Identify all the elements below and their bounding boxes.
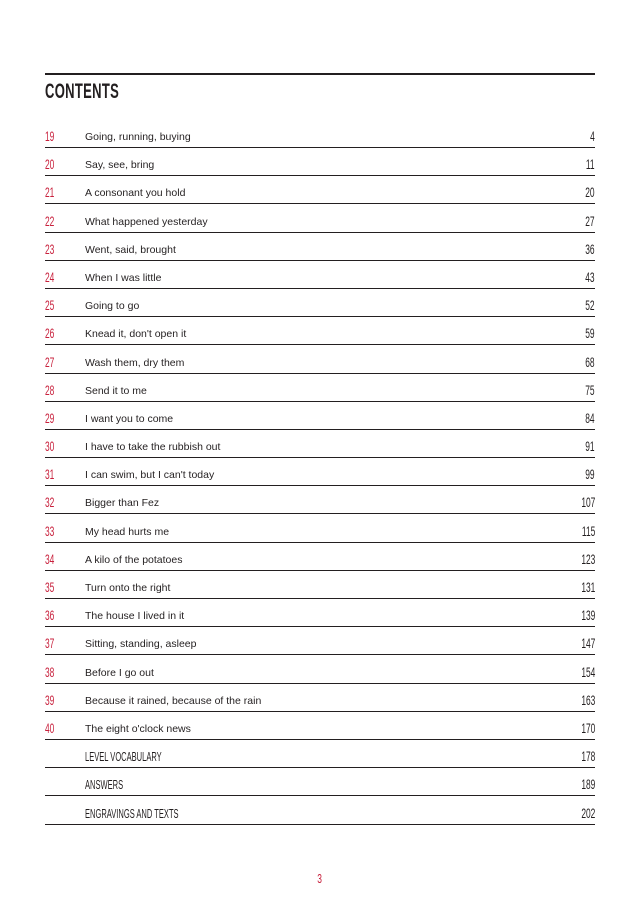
entry-title: Knead it, don't open it bbox=[85, 328, 187, 341]
entry-page: 11 bbox=[586, 156, 595, 173]
page-folio-number: 3 bbox=[317, 871, 323, 886]
contents-entry[interactable] bbox=[45, 347, 595, 374]
contents-entry[interactable] bbox=[45, 206, 595, 233]
entry-page: 20 bbox=[585, 184, 595, 201]
entry-number: 22 bbox=[45, 212, 55, 229]
contents-entry[interactable] bbox=[45, 544, 595, 571]
entry-title: What happened yesterday bbox=[85, 215, 208, 228]
entry-number: 27 bbox=[45, 353, 55, 370]
contents-entry[interactable] bbox=[45, 572, 595, 599]
back-matter-page: 178 bbox=[580, 748, 595, 765]
back-matter-title: LEVEL VOCABULARY bbox=[85, 749, 162, 765]
entry-page: 52 bbox=[585, 297, 595, 314]
contents-entry[interactable] bbox=[45, 713, 595, 740]
entry-number: 37 bbox=[45, 635, 55, 652]
entry-page: 107 bbox=[580, 494, 595, 511]
contents-entry[interactable] bbox=[45, 657, 595, 684]
entry-number: 26 bbox=[45, 325, 55, 342]
entry-title: Before I go out bbox=[85, 666, 154, 679]
entry-number: 21 bbox=[45, 184, 55, 201]
entry-title: Wash them, dry them bbox=[85, 356, 185, 369]
contents-entry[interactable] bbox=[45, 628, 595, 655]
contents-entry[interactable] bbox=[45, 318, 595, 345]
contents-entry[interactable] bbox=[45, 375, 595, 402]
contents-page bbox=[45, 73, 595, 826]
entry-number: 38 bbox=[45, 663, 55, 680]
contents-list bbox=[45, 121, 595, 825]
entry-title: I can swim, but I can't today bbox=[85, 469, 215, 482]
entry-page: 170 bbox=[580, 719, 595, 736]
back-matter-title: ENGRAVINGS AND TEXTS bbox=[85, 805, 179, 821]
entry-number: 29 bbox=[45, 409, 55, 426]
entry-page: 27 bbox=[585, 212, 595, 229]
back-matter-entry[interactable] bbox=[45, 798, 595, 825]
contents-entry[interactable] bbox=[45, 234, 595, 261]
entry-page: 115 bbox=[581, 522, 595, 539]
back-matter-entry[interactable] bbox=[45, 741, 595, 768]
entry-page: 36 bbox=[585, 240, 595, 257]
entry-title: I have to take the rubbish out bbox=[85, 441, 221, 454]
entry-title: Say, see, bring bbox=[85, 159, 155, 172]
entry-number: 32 bbox=[45, 494, 55, 511]
entry-page: 59 bbox=[585, 325, 595, 342]
entry-number: 36 bbox=[45, 607, 55, 624]
contents-entry[interactable] bbox=[45, 600, 595, 627]
entry-title: Going, running, buying bbox=[85, 131, 191, 143]
contents-entry[interactable] bbox=[45, 685, 595, 712]
entry-title: Sitting, standing, asleep bbox=[85, 638, 197, 651]
entry-page: 84 bbox=[585, 409, 595, 426]
entry-number: 33 bbox=[45, 522, 55, 539]
entry-number: 24 bbox=[45, 268, 55, 285]
entry-page: 147 bbox=[580, 635, 595, 652]
entry-title: Went, said, brought bbox=[85, 243, 176, 256]
contents-entry[interactable] bbox=[45, 431, 595, 458]
contents-entry[interactable] bbox=[45, 487, 595, 514]
entry-number: 31 bbox=[45, 466, 55, 483]
entry-number: 35 bbox=[45, 579, 55, 595]
top-rule bbox=[45, 73, 595, 75]
page-title: CONTENTS bbox=[45, 80, 120, 103]
entry-title: Going to go bbox=[85, 300, 140, 313]
entry-number: 30 bbox=[45, 438, 55, 455]
entry-page: 99 bbox=[585, 466, 595, 483]
entry-title: A kilo of the potatoes bbox=[85, 553, 183, 566]
contents-entry[interactable] bbox=[45, 290, 595, 317]
entry-page: 68 bbox=[585, 353, 595, 370]
entry-page: 163 bbox=[580, 691, 595, 708]
entry-page: 4 bbox=[590, 128, 595, 144]
contents-entry[interactable] bbox=[45, 516, 595, 543]
entry-title: Send it to me bbox=[85, 384, 147, 397]
entry-title: My head hurts me bbox=[85, 525, 170, 538]
entry-page: 154 bbox=[580, 663, 595, 680]
entry-page: 75 bbox=[585, 381, 595, 398]
entry-number: 23 bbox=[45, 240, 55, 257]
contents-entry[interactable] bbox=[45, 121, 595, 148]
entry-page: 43 bbox=[585, 268, 595, 285]
entry-title: Bigger than Fez bbox=[85, 497, 160, 510]
entry-number: 20 bbox=[45, 156, 55, 173]
entry-page: 123 bbox=[580, 550, 595, 567]
entry-title: Turn onto the right bbox=[85, 582, 171, 594]
entry-number: 40 bbox=[45, 719, 55, 736]
contents-entry[interactable] bbox=[45, 262, 595, 289]
contents-entry[interactable] bbox=[45, 459, 595, 486]
contents-entry[interactable] bbox=[45, 149, 595, 176]
page-folio bbox=[0, 871, 640, 886]
entry-page: 91 bbox=[585, 438, 595, 455]
back-matter-page: 202 bbox=[580, 804, 595, 821]
entry-number: 28 bbox=[45, 381, 55, 398]
back-matter-entry[interactable] bbox=[45, 769, 595, 796]
entry-title: I want you to come bbox=[85, 412, 174, 425]
entry-title: The eight o'clock news bbox=[85, 722, 191, 735]
back-matter-title: ANSWERS bbox=[85, 777, 124, 793]
entry-title: A consonant you hold bbox=[85, 187, 186, 200]
entry-number: 19 bbox=[45, 128, 55, 144]
entry-title: The house I lived in it bbox=[85, 610, 185, 623]
entry-number: 25 bbox=[45, 297, 55, 314]
contents-entry[interactable] bbox=[45, 403, 595, 430]
entry-title: When I was little bbox=[85, 271, 162, 284]
entry-title: Because it rained, because of the rain bbox=[85, 694, 262, 707]
contents-entry[interactable] bbox=[45, 177, 595, 204]
back-matter-page: 189 bbox=[580, 776, 595, 793]
entry-page: 139 bbox=[580, 607, 595, 624]
entry-number: 39 bbox=[45, 691, 55, 708]
entry-number: 34 bbox=[45, 550, 55, 567]
entry-page: 131 bbox=[580, 579, 595, 595]
